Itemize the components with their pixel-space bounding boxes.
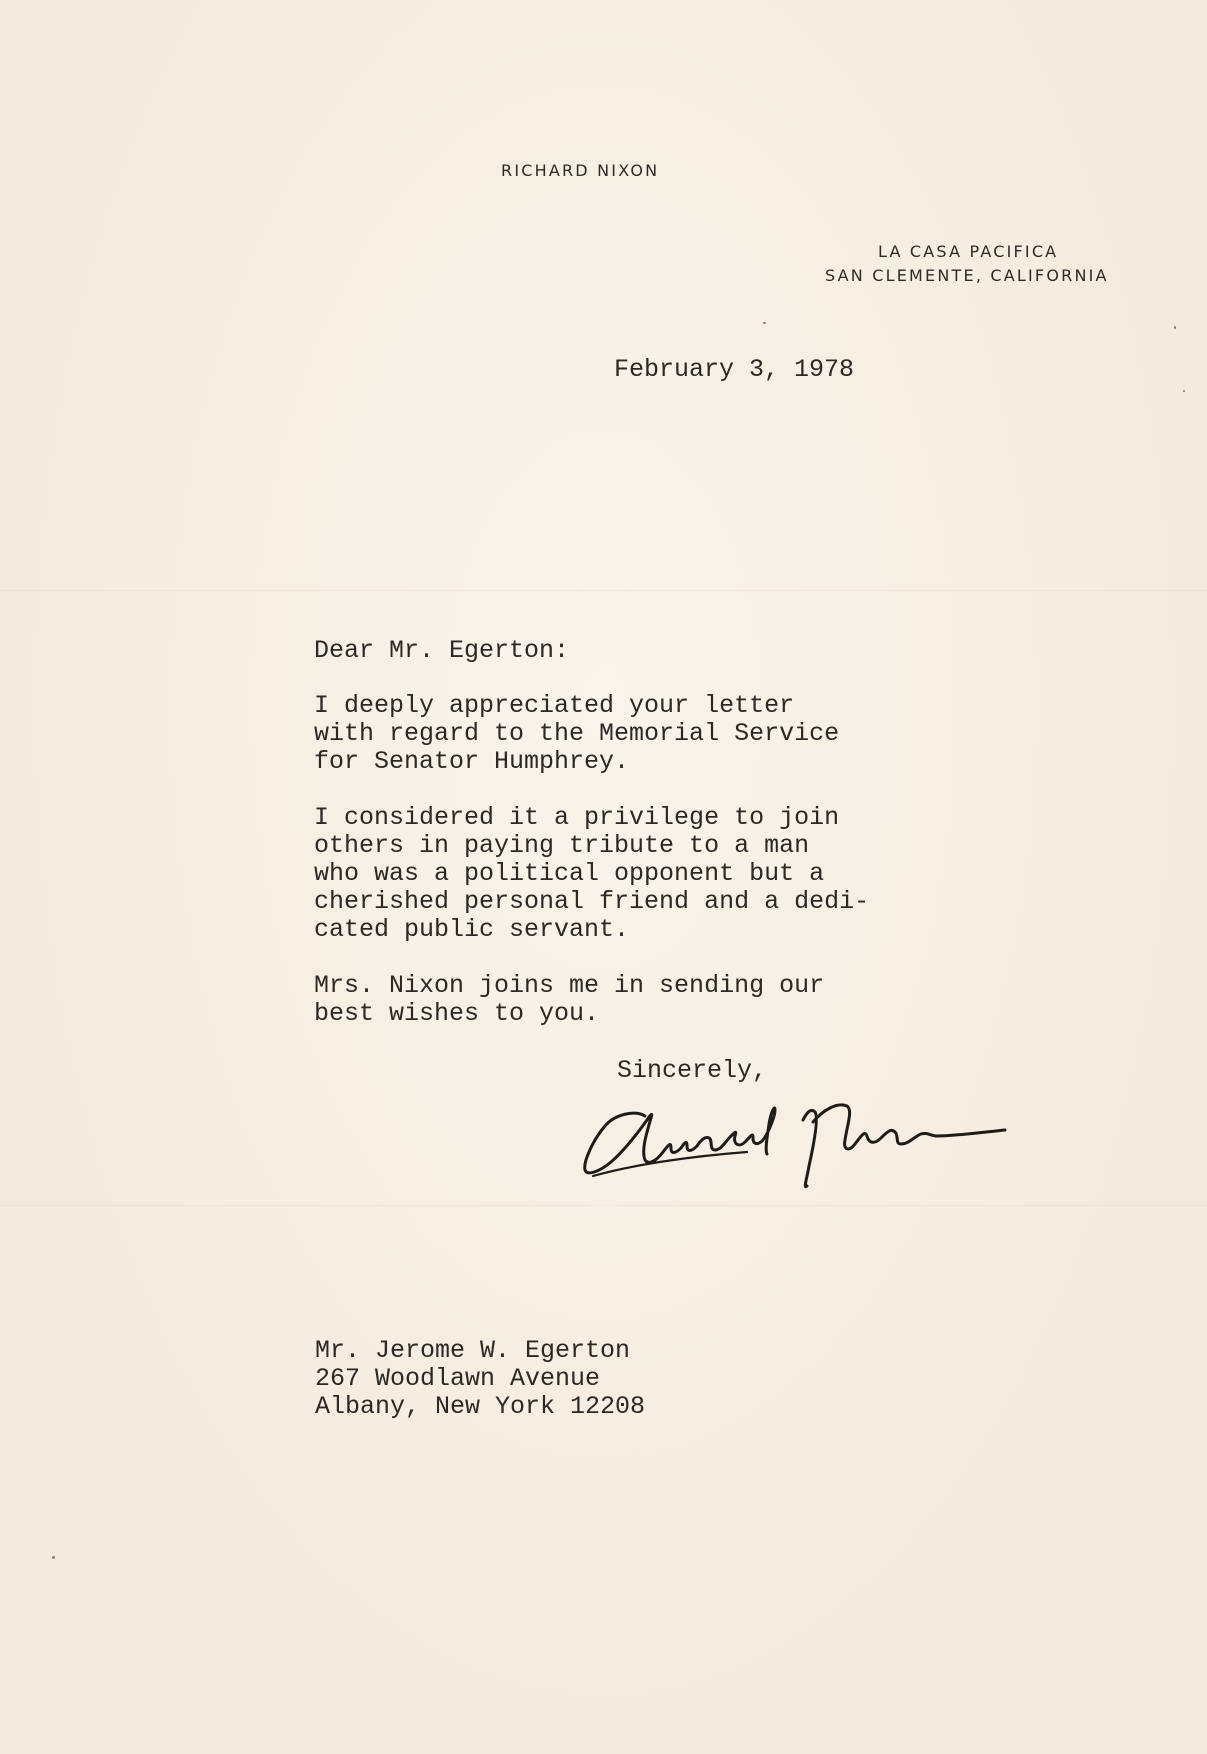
handwritten-signature-icon bbox=[575, 1090, 1035, 1200]
letter-date: February 3, 1978 bbox=[614, 355, 855, 384]
body-paragraph: I considered it a privilege to join others in paying tribute to a man who was a political opponent but a cherished personal friend and a dedi- cated public servant. bbox=[314, 803, 870, 944]
recipient-street: 267 Woodlawn Avenue bbox=[315, 1364, 601, 1393]
letterhead-name: RICHARD NIXON bbox=[501, 161, 660, 180]
letterhead-address-line1: LA CASA PACIFICA bbox=[878, 242, 1059, 261]
paper-fold-line bbox=[0, 590, 1207, 592]
paper-speck bbox=[1174, 326, 1176, 329]
paper-speck bbox=[52, 1556, 55, 1559]
paper-fold-line bbox=[0, 1205, 1207, 1207]
closing: Sincerely, bbox=[617, 1056, 768, 1085]
paper-speck bbox=[1183, 390, 1185, 392]
paper-speck bbox=[763, 322, 766, 324]
body-paragraph: Mrs. Nixon joins me in sending our best wishes to you. bbox=[314, 971, 825, 1028]
recipient-city: Albany, New York 12208 bbox=[315, 1392, 646, 1421]
letterhead-address-line2: SAN CLEMENTE, CALIFORNIA bbox=[825, 266, 1109, 285]
recipient-name: Mr. Jerome W. Egerton bbox=[315, 1336, 631, 1365]
body-paragraph: I deeply appreciated your letter with regard to the Memorial Service for Senator Humphrey. bbox=[314, 691, 840, 776]
salutation: Dear Mr. Egerton: bbox=[314, 636, 570, 665]
